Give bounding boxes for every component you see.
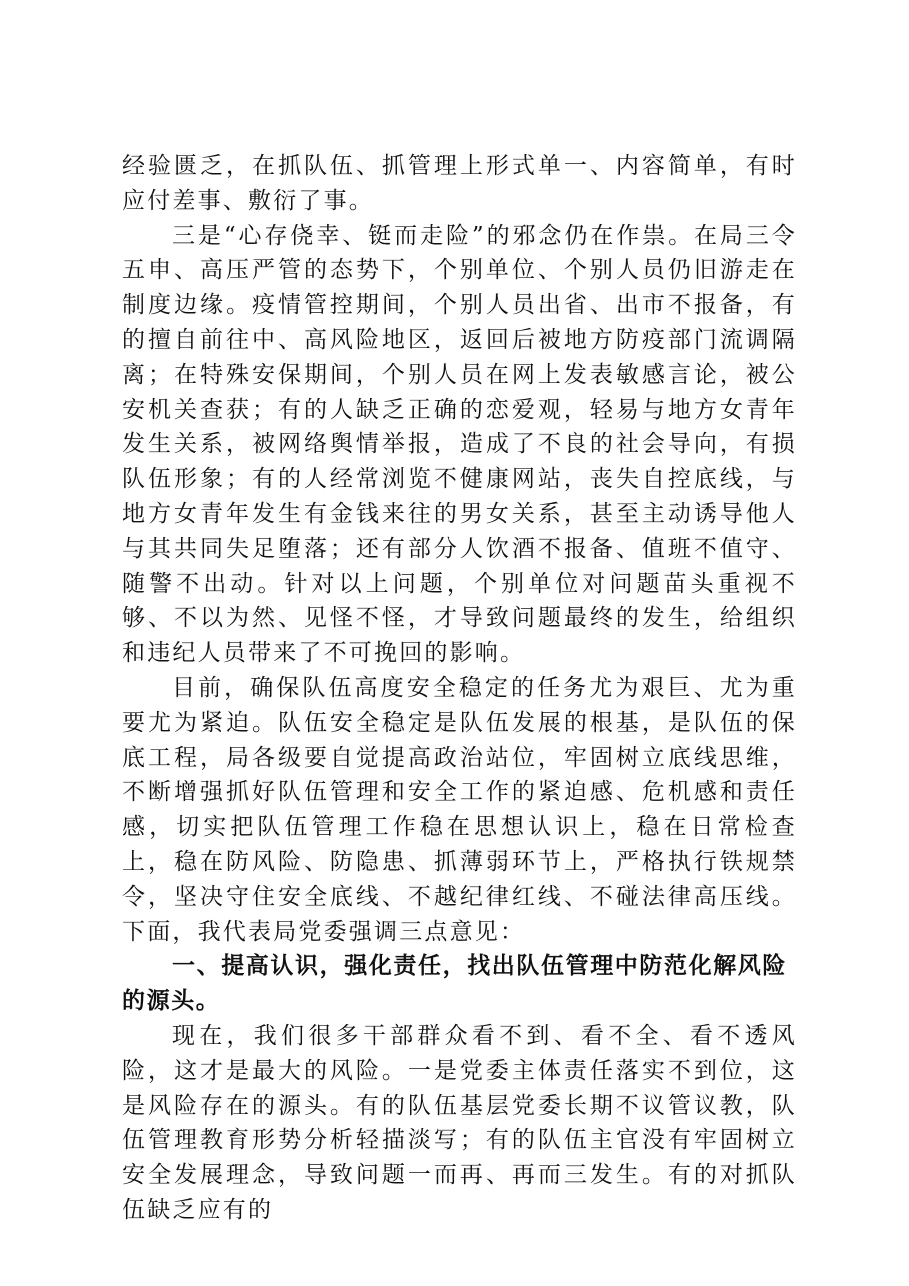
section-heading-one: 一、提高认识，强化责任，找出队伍管理中防范化解风险的源头。 (122, 953, 787, 1015)
paragraph-current-situation: 目前，确保队伍高度安全稳定的任务尤为艰巨、尤为重要尤为紧迫。队伍安全稳定是队伍发展的根基，是队伍的保底工程，局各级要自觉提高政治站位，牢固树立底线思维，不断增强抓好队伍管理和安全工作的紧迫感、危机感和责任感，切实把队伍管理工作稳在思想认识上，稳在日常检查上，稳在防风险、防隐患、抓薄弱环节上，严格执行铁规禁令，坚决守住安全底线、不越纪律红线、不碰法律高压线。下面，我代表局党委强调三点意见： (122, 674, 797, 945)
document-page (122, 149, 797, 1228)
paragraph-continuation: 经验匮乏，在抓队伍、抓管理上形式单一、内容简单，有时应付差事、敷衍了事。 (122, 153, 797, 214)
paragraph-point-three: 三是“心存侥幸、铤而走险”的邪念仍在作祟。在局三令五申、高压严管的态势下，个别单位、个别人员仍旧游走在制度边缘。疫情管控期间，个别人员出省、出市不报备，有的擅自前往中、高风险地区，返回后被地方防疫部门流调隔离；在特殊安保期间，个别人员在网上发表敏感言论，被公安机关查获；有的人缺乏正确的恋爱观，轻易与地方女青年发生关系，被网络舆情举报，造成了不良的社会导向，有损队伍形象；有的人经常浏览不健康网站，丧失自控底线，与地方女青年发生有金钱来往的男女关系，甚至主动诱导他人与其共同失足堕落；还有部分人饮酒不报备、值班不值守、随警不出动。针对以上问题，个别单位对问题苗头重视不够、不以为然、见怪不怪，才导致问题最终的发生，给组织和违纪人员带来了不可挽回的影响。 (122, 222, 797, 667)
paragraph-risk-awareness: 现在，我们很多干部群众看不到、看不全、看不透风险，这才是最大的风险。一是党委主体责任落实不到位，这是风险存在的源头。有的队伍基层党委长期不议管议教，队伍管理教育形势分析轻描淡写；有的队伍主官没有牢固树立安全发展理念，导致问题一而再、再而三发生。有的对抓队伍缺乏应有的 (122, 1022, 797, 1223)
